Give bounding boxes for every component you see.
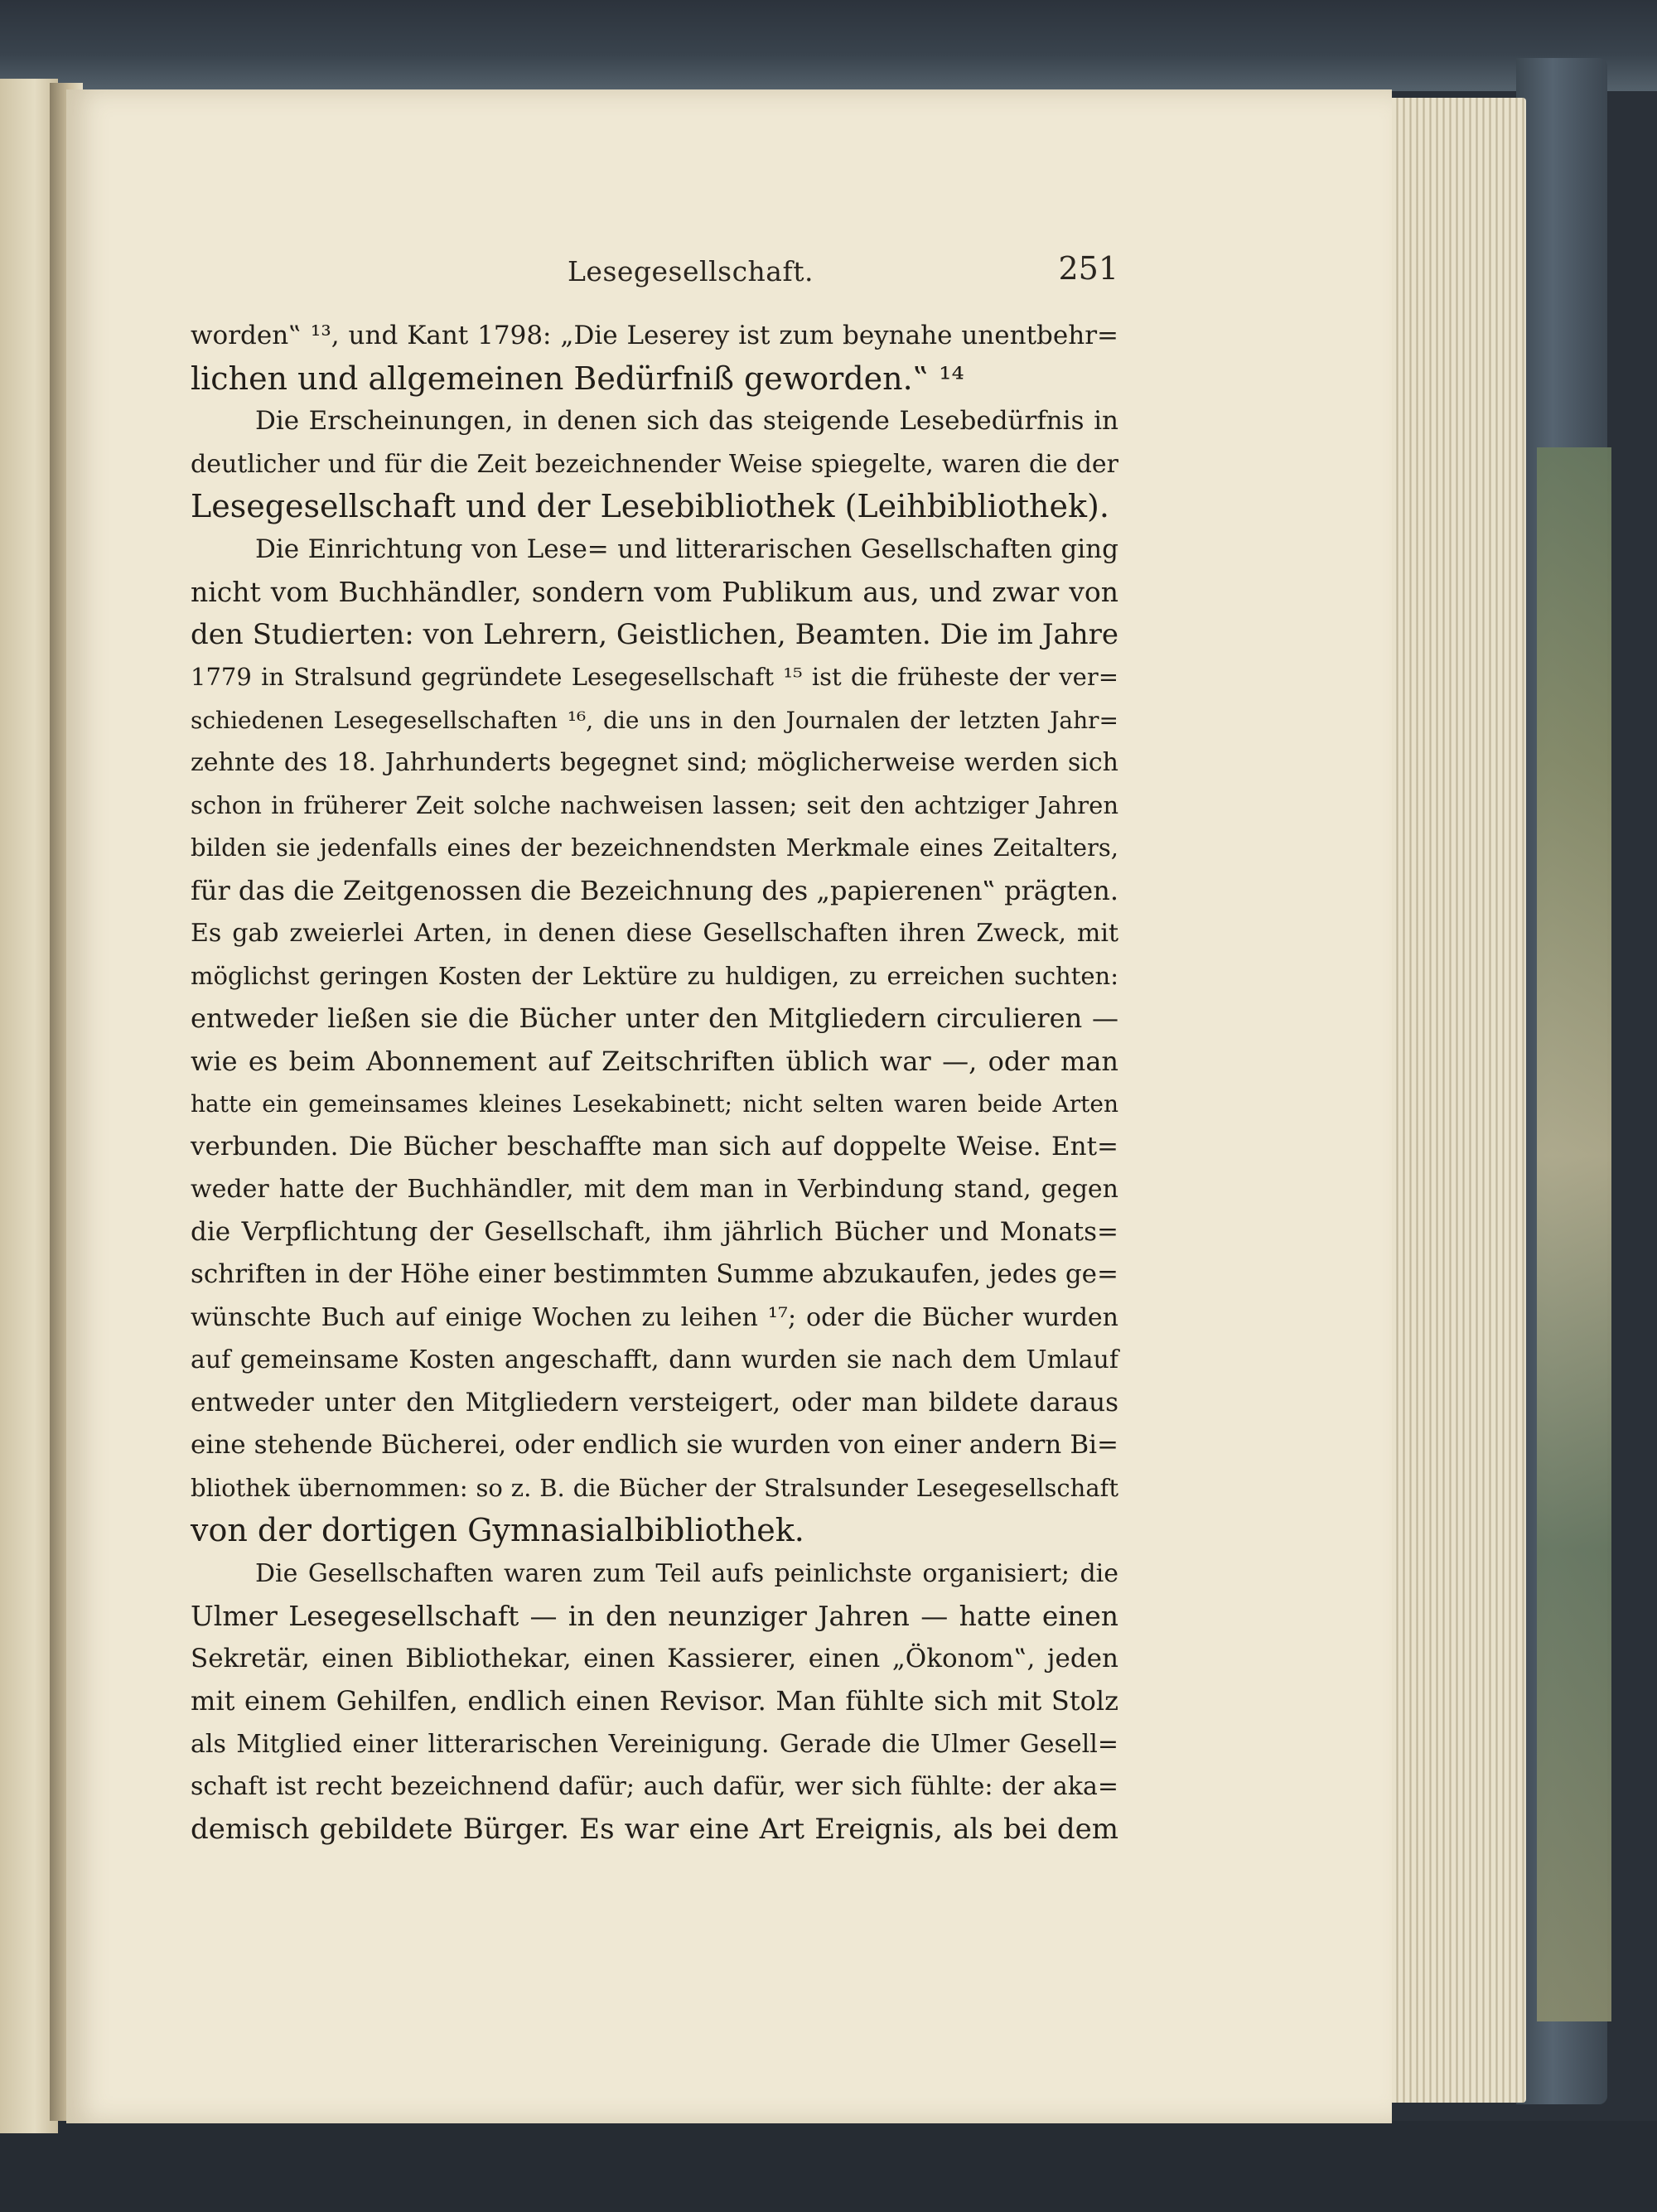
text-line: Sekretär, einen Bibliothekar, einen Kassierer, einen „Ökonom‟, jeden — [191, 1643, 1118, 1673]
text-line: auf gemeinsame Kosten angeschafft, dann wurden sie nach dem Umlauf — [191, 1345, 1118, 1374]
text-line: nicht vom Buchhändler, sondern vom Publikum aus, und zwar von — [191, 576, 1118, 608]
text-line: schaft ist recht bezeichnend dafür; auch dafür, wer sich fühlte: der aka= — [191, 1772, 1118, 1801]
text-line: entweder unter den Mitgliedern versteigert, oder man bildete daraus — [191, 1387, 1118, 1418]
text-line: lichen und allgemeinen Bedürfniß geworden.‟ ¹⁴ — [191, 360, 964, 397]
text-line: worden‟ ¹³, und Kant 1798: „Die Leserey ist zum beynahe unentbehr= — [191, 321, 1118, 350]
text-line: Ulmer Lesegesellschaft — in den neunziger Jahren — hatte einen — [191, 1600, 1118, 1632]
text-line: mit einem Gehilfen, endlich einen Revisor. Man fühlte sich mit Stolz — [191, 1685, 1118, 1717]
text-line: schiedenen Lesegesellschaften ¹⁶, die uns in den Journalen der letzten Jahr= — [191, 706, 1118, 734]
text-line: die Verpflichtung der Gesellschaft, ihm jährlich Bücher und Monats= — [191, 1216, 1118, 1247]
text-line: von der dortigen Gymnasialbibliothek. — [191, 1512, 804, 1548]
page-stack-edges — [1385, 98, 1526, 2103]
running-title: Lesegesellschaft. — [568, 255, 814, 287]
text-line: Die Gesellschaften waren zum Teil aufs peinlichste organisiert; die — [255, 1558, 1118, 1588]
text-line: hatte ein gemeinsames kleines Lesekabinett; nicht selten waren beide Arten — [191, 1090, 1118, 1118]
book-cover-bottom — [0, 2121, 1657, 2212]
body-text — [191, 315, 1118, 1851]
text-line: Lesegesellschaft und der Lesebibliothek (Leihbibliothek). — [191, 488, 1109, 524]
text-line: wünschte Buch auf einige Wochen zu leihen ¹⁷; oder die Bücher wurden — [191, 1302, 1118, 1332]
page-header — [191, 250, 1118, 297]
text-line: Die Einrichtung von Lese= und litterarischen Gesellschaften ging — [255, 534, 1118, 564]
text-line: deutlicher und für die Zeit bezeichnender Weise spiegelte, waren die der — [191, 449, 1118, 479]
book-cover-top — [0, 0, 1657, 91]
text-line: bilden sie jedenfalls eines der bezeichnendsten Merkmale eines Zeitalters, — [191, 833, 1118, 862]
text-line: schon in früherer Zeit solche nachweisen lassen; seit den achtziger Jahren — [191, 790, 1118, 819]
text-line: eine stehende Bücherei, oder endlich sie wurden von einer andern Bi= — [191, 1430, 1118, 1460]
text-line: weder hatte der Buchhändler, mit dem man in Verbindung stand, gegen — [191, 1175, 1118, 1204]
text-line: entweder ließen sie die Bücher unter den Mitgliedern circulieren — — [191, 1002, 1118, 1034]
text-line: Die Erscheinungen, in denen sich das steigende Lesebedürfnis in — [255, 406, 1118, 436]
marbled-edge — [1537, 447, 1611, 2021]
text-line: zehnte des 18. Jahrhunderts begegnet sind; möglicherweise werden sich — [191, 748, 1118, 777]
text-line: 1779 in Stralsund gegründete Lesegesellschaft ¹⁵ ist die früheste der ver= — [191, 663, 1118, 691]
text-line: für das die Zeitgenossen die Bezeichnung des „papierenen‟ prägten. — [191, 874, 1119, 906]
text-line: schriften in der Höhe einer bestimmten Summe abzukaufen, jedes ge= — [191, 1259, 1118, 1289]
text-line: verbunden. Die Bücher beschaffte man sich auf doppelte Weise. Ent= — [191, 1131, 1118, 1162]
text-line: demisch gebildete Bürger. Es war eine Art Ereignis, als bei dem — [191, 1812, 1118, 1846]
text-line: Es gab zweierlei Arten, in denen diese Gesellschaften ihren Zweck, mit — [191, 919, 1118, 948]
page-number: 251 — [1058, 250, 1118, 287]
text-line: wie es beim Abonnement auf Zeitschriften üblich war —, oder man — [191, 1045, 1118, 1077]
text-line: als Mitglied einer litterarischen Vereinigung. Gerade die Ulmer Gesell= — [191, 1729, 1118, 1759]
text-line: bliothek übernommen: so z. B. die Bücher der Stralsunder Lesegesellschaft — [191, 1473, 1118, 1502]
text-line: den Studierten: von Lehrern, Geistlichen, Beamten. Die im Jahre — [191, 617, 1118, 651]
text-line: möglichst geringen Kosten der Lektüre zu huldigen, zu erreichen suchten: — [191, 961, 1118, 990]
